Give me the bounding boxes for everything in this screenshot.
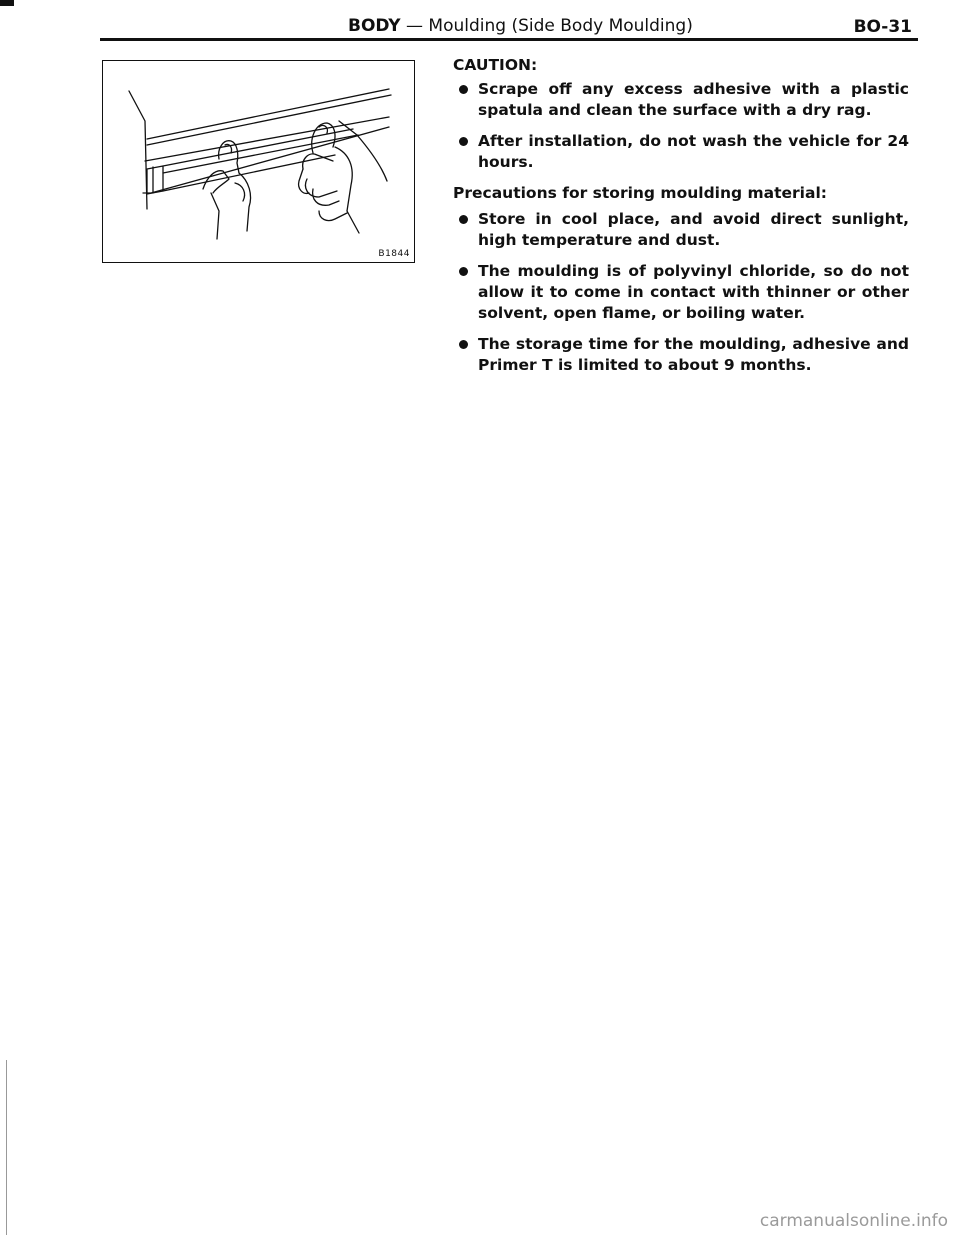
list-item: The moulding is of polyvinyl chloride, so do not allow it to come in contact with thinner or other solvent, open flame, or boiling water. [453, 261, 909, 324]
instructions [453, 55, 909, 386]
list-item: Scrape off any excess adhesive with a plastic spatula and clean the surface with a dry rag. [453, 79, 909, 121]
page-header [100, 14, 918, 38]
precautions-heading: Precautions for storing moulding material: [453, 184, 827, 202]
corner-crop-mark [0, 0, 14, 6]
header-rule [100, 38, 918, 41]
caution-list [453, 79, 909, 173]
list-item: After installation, do not wash the vehicle for 24 hours. [453, 131, 909, 173]
site-credit: carmanualsonline.info [759, 1211, 948, 1231]
list-item: The storage time for the moulding, adhesive and Primer T is limited to about 9 months. [453, 334, 909, 376]
header-subtitle: — Moulding (Side Body Moulding) [406, 16, 693, 36]
header-title [348, 16, 693, 36]
hands-applying-moulding-illustration [103, 61, 416, 264]
moulding-figure [102, 60, 415, 263]
header-section: BODY [348, 16, 401, 36]
page-number: BO-31 [853, 17, 912, 37]
list-item: Store in cool place, and avoid direct sunlight, high temperature and dust. [453, 209, 909, 251]
scan-margin-line [6, 1060, 7, 1235]
precautions-list [453, 209, 909, 376]
caution-heading: CAUTION: [453, 56, 538, 74]
figure-code: B1844 [378, 249, 410, 259]
